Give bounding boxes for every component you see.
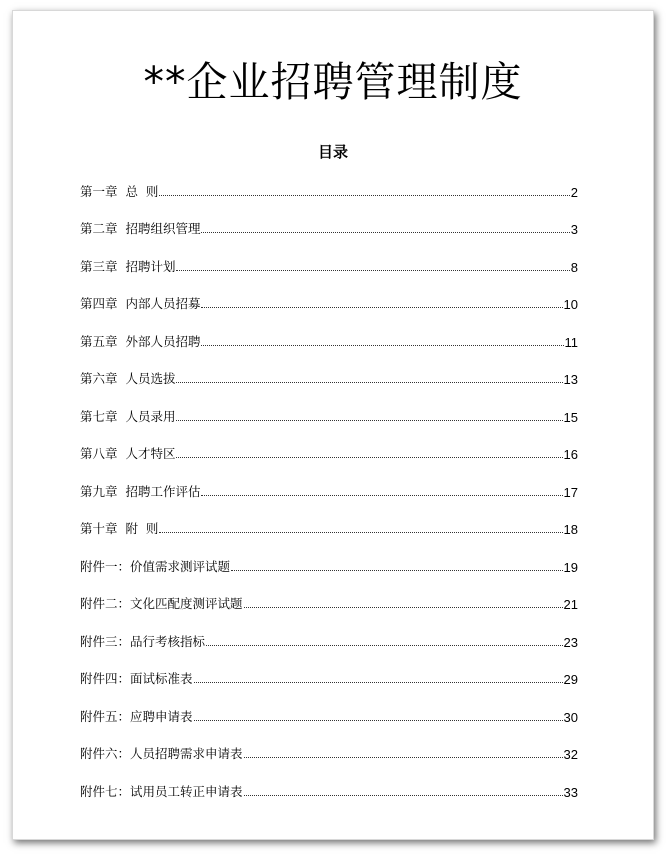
- toc-entry-label: 附件七：试用员工转正申请表: [80, 783, 243, 799]
- toc-entry-page-number: 23: [563, 634, 578, 650]
- toc-entry[interactable]: [80, 398, 578, 436]
- toc-dot-leader: [159, 531, 562, 533]
- toc-entry-label: 第二章 招聘组织管理: [80, 221, 201, 236]
- toc-entry-page-number: 17: [563, 484, 578, 500]
- toc-dot-leader: [244, 756, 563, 758]
- table-of-contents: [80, 173, 578, 811]
- toc-entry-page-number: 16: [563, 447, 578, 462]
- toc-entry-label: 第九章 招聘工作评估: [80, 483, 201, 499]
- toc-entry-label: 第十章 附 则: [80, 521, 159, 536]
- toc-entry-label: 第七章 人员录用: [80, 408, 176, 424]
- toc-entry-label: 第五章 外部人员招聘: [80, 333, 201, 349]
- toc-entry[interactable]: [80, 511, 578, 549]
- toc-heading: 目录: [317, 143, 348, 161]
- toc-entry-page-number: 29: [563, 672, 578, 687]
- toc-entry[interactable]: [80, 323, 578, 361]
- toc-entry-page-number: 15: [563, 409, 578, 425]
- toc-dot-leader: [176, 419, 562, 421]
- toc-entry[interactable]: [80, 736, 578, 774]
- toc-entry-page-number: 11: [564, 334, 578, 350]
- toc-entry-label: 附件四：面试标准表: [80, 671, 193, 686]
- toc-dot-leader: [206, 644, 563, 646]
- toc-entry[interactable]: [80, 548, 578, 586]
- toc-dot-leader: [176, 269, 569, 271]
- document-title: **企业招聘管理制度: [143, 58, 523, 106]
- toc-entry-page-number: 30: [563, 709, 578, 725]
- toc-entry-label: 附件五：应聘申请表: [80, 708, 193, 724]
- toc-entry[interactable]: [80, 211, 578, 249]
- toc-entry-page-number: 10: [563, 297, 578, 312]
- toc-entry[interactable]: [80, 361, 578, 399]
- toc-entry[interactable]: [80, 661, 578, 699]
- toc-entry[interactable]: [80, 586, 578, 624]
- toc-entry-label: 第三章 招聘计划: [80, 258, 176, 274]
- toc-entry-label: 第六章 人员选拔: [80, 371, 176, 386]
- toc-entry-label: 第四章 内部人员招募: [80, 296, 201, 311]
- toc-entry-page-number: 33: [563, 784, 578, 800]
- toc-entry[interactable]: [80, 173, 578, 211]
- toc-entry-label: 附件二：文化匹配度测评试题: [80, 596, 243, 611]
- toc-dot-leader: [201, 344, 563, 346]
- toc-dot-leader: [194, 719, 563, 721]
- toc-entry-page-number: 32: [563, 747, 578, 762]
- toc-dot-leader: [176, 381, 562, 383]
- toc-entry-label: 第一章 总 则: [80, 183, 159, 199]
- toc-dot-leader: [231, 569, 563, 571]
- toc-dot-leader: [201, 494, 562, 496]
- toc-entry[interactable]: [80, 286, 578, 324]
- toc-entry[interactable]: [80, 623, 578, 661]
- toc-entry-page-number: 18: [563, 522, 578, 537]
- toc-entry-label: 附件六：人员招聘需求申请表: [80, 746, 243, 761]
- toc-entry[interactable]: [80, 473, 578, 511]
- toc-entry-page-number: 3: [570, 222, 578, 237]
- toc-dot-leader: [244, 606, 563, 608]
- toc-entry[interactable]: [80, 436, 578, 474]
- toc-entry[interactable]: [80, 773, 578, 811]
- toc-entry[interactable]: [80, 248, 578, 286]
- toc-dot-leader: [201, 231, 569, 233]
- toc-entry-page-number: 13: [563, 372, 578, 387]
- toc-dot-leader: [176, 456, 562, 458]
- toc-entry-label: 附件一：价值需求测评试题: [80, 558, 231, 574]
- toc-entry-label: 附件三：品行考核指标: [80, 633, 206, 649]
- toc-entry[interactable]: [80, 698, 578, 736]
- toc-entry-page-number: 19: [563, 559, 578, 575]
- toc-entry-label: 第八章 人才特区: [80, 446, 176, 461]
- toc-dot-leader: [201, 306, 562, 308]
- toc-entry-page-number: 21: [563, 597, 578, 612]
- toc-dot-leader: [159, 194, 569, 196]
- toc-dot-leader: [244, 794, 563, 796]
- toc-dot-leader: [194, 681, 563, 683]
- toc-entry-page-number: 8: [570, 259, 578, 275]
- toc-entry-page-number: 2: [570, 184, 578, 200]
